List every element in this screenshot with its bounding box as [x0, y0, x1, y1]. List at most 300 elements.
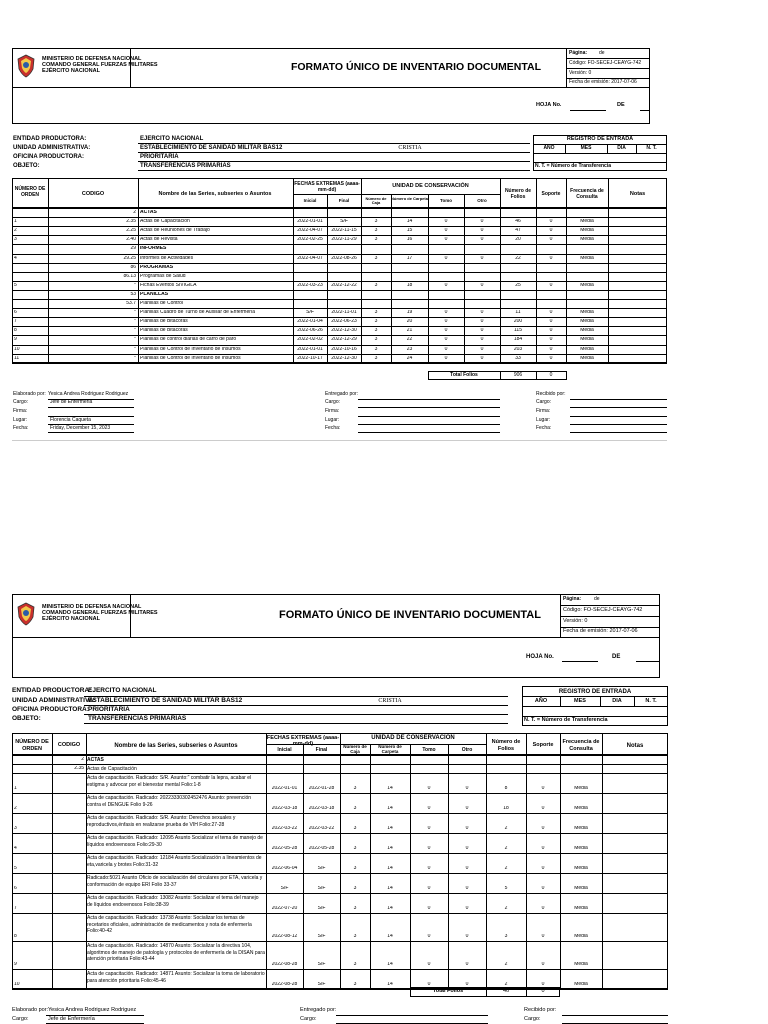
cell: 2022-08-28 — [271, 962, 298, 967]
cell: 18 — [406, 282, 413, 288]
cell: 0 — [427, 982, 431, 987]
cell: 0 — [549, 255, 553, 261]
cell: 0 — [444, 346, 448, 352]
cell: 2022-02-25 — [297, 237, 323, 243]
cell: 0 — [541, 906, 545, 911]
th-nombre: Nombre de las Series, subseries o Asuntos — [114, 743, 238, 749]
cell: S/F — [340, 219, 348, 225]
cell: 3 — [374, 219, 378, 225]
cell: 2.40 — [126, 237, 136, 243]
entidad-label: ENTIDAD PRODUCTORA: — [13, 136, 87, 142]
sig-entregado-firma: Firma: — [325, 408, 340, 414]
sig-elaborado-label: Elaborado por: — [12, 1007, 49, 1013]
sig-cargo-value: Jefe de Enfermeria — [50, 399, 93, 405]
cell: S/F — [317, 886, 326, 891]
cell: 14 — [387, 934, 393, 939]
cell: 3 — [353, 866, 357, 871]
cell: 3 — [374, 346, 378, 352]
cell: 0 — [444, 328, 448, 334]
cell: 0 — [549, 328, 553, 334]
cell: 184 — [513, 337, 523, 343]
th-final: Final — [315, 747, 328, 753]
cell: 2022-08-12 — [271, 934, 298, 939]
th-soporte: Soporte — [532, 742, 554, 748]
cell: 0 — [541, 866, 545, 871]
cell: 22 — [406, 337, 413, 343]
cell: 0 — [541, 826, 545, 831]
sig-recibido-cargo: Cargo: — [536, 399, 552, 405]
cell: 0 — [427, 962, 431, 967]
entidad-value: EJERCITO NACIONAL — [88, 687, 157, 694]
org-line-3: EJÉRCITO NACIONAL — [42, 616, 100, 622]
cell: 0 — [549, 237, 553, 243]
cell: Media — [574, 826, 588, 831]
cell: 3 — [353, 886, 357, 891]
sig-recibido-firma: Firma: — [536, 408, 551, 414]
pagina-label: Página: — [563, 596, 582, 602]
cell: Radicado:5021 Asunto Oficio de socialización del circulares por ETA, varicela y conformación de equipo ERI Folio 33-37 — [87, 875, 263, 888]
cell: 8 — [14, 934, 17, 939]
th-otro: Otro — [461, 747, 473, 753]
sig-recibido-label: Recibido por: — [536, 391, 566, 397]
cell: 2 — [14, 806, 17, 811]
cell: 0 — [480, 319, 484, 325]
cell: 0 — [465, 786, 469, 791]
cell: 3 — [353, 826, 357, 831]
total-folios-value: 906 — [513, 372, 523, 378]
sig-entregado-lugar: Lugar: — [325, 417, 340, 423]
pagina-label: Página: — [569, 50, 588, 56]
cell: 3 — [374, 237, 378, 243]
cell: 3 — [353, 962, 357, 967]
th-codigo: CODIGO — [57, 742, 81, 748]
cell: 2 — [81, 757, 84, 762]
cell: 2022-04-07 — [297, 255, 323, 261]
th-caja: Número de Caja — [343, 744, 367, 754]
cell: 2022-06-04 — [271, 866, 298, 871]
cell: 2022-11-15 — [331, 228, 357, 234]
sig-entregado-label: Entregado por: — [325, 391, 359, 397]
cell: Programas de Salud — [140, 273, 186, 279]
total-folios-label: Total Folios — [432, 988, 464, 994]
cell: Media — [580, 355, 594, 361]
sig-cargo-value: Jefe de Enfermería — [48, 1016, 95, 1022]
sig-recibido-fecha: Fecha: — [536, 425, 552, 431]
cell: 0 — [549, 310, 553, 316]
cell: 9 — [14, 337, 17, 343]
cell: 47 — [515, 228, 521, 234]
cell: 86 — [130, 264, 136, 270]
cell: 3 — [353, 806, 357, 811]
cell: 2022-12-30 — [331, 355, 357, 361]
cell: 6 — [14, 886, 17, 891]
cell: Fichas Eventos SIVIGILA — [140, 282, 197, 288]
cell: 0 — [444, 237, 448, 243]
registro-anio: AÑO — [543, 145, 555, 151]
org-line-2: COMANDO GENERAL FUERZAS MILITARES — [42, 610, 158, 616]
cell: 3 — [353, 786, 357, 791]
cell: 2022-08-28 — [271, 982, 298, 987]
cell: Media — [580, 310, 594, 316]
cell: 0 — [549, 228, 553, 234]
cell: Media — [580, 219, 594, 225]
cell: Media — [580, 282, 594, 288]
hoja-de: DE — [612, 654, 621, 660]
cell: 14 — [387, 886, 393, 891]
oficina-value: PRIORITARIA — [88, 706, 130, 713]
registro-nt: N. T. — [646, 145, 657, 151]
cell: 0 — [444, 355, 448, 361]
cell: 53 — [130, 291, 136, 297]
registro-dia: DIA — [617, 145, 626, 151]
cell: 1 — [14, 219, 17, 225]
registro-title: REGISTRO DE ENTRADA — [566, 136, 634, 142]
cell: Media — [574, 906, 588, 911]
cell: S/F — [317, 906, 326, 911]
th-frecuencia: Frecuencia de Consulta — [570, 188, 604, 200]
cell: 2022-05-28 — [271, 846, 298, 851]
cell: 19 — [406, 310, 413, 316]
cell: 24 — [406, 355, 413, 361]
org-line-1: MINISTERIO DE DEFENSA NACIONAL — [42, 604, 142, 610]
sig-recibido-label: Recibido por: — [524, 1007, 557, 1013]
cell: Media — [580, 337, 594, 343]
cell: 2 — [504, 846, 508, 851]
cell: 0 — [541, 806, 545, 811]
cell: 2022-06-26 — [297, 328, 323, 334]
cell: Planillas de Bitácoras — [140, 319, 188, 325]
cell: 2022-02-02 — [297, 337, 323, 343]
cell: Media — [574, 934, 588, 939]
cell: 0 — [549, 337, 553, 343]
cell: 9 — [14, 962, 17, 967]
total-folios-value-2: 0 — [541, 988, 545, 994]
cell: Actas de Reuniones de Trabajo — [140, 228, 210, 234]
cell: PROGRAMAS — [140, 264, 174, 270]
cell: 2 — [504, 906, 508, 911]
cell: Acta de capacitación. Radicado: 14871 Asunto: Socializar la toma de laboratorio para atención prioritaria Folio:45-46 — [87, 971, 265, 984]
entidad-value: EJERCITO NACIONAL — [140, 136, 204, 142]
cell: 3 — [374, 337, 378, 343]
hoja-label: HOJA No. — [526, 654, 554, 660]
registro-mes: MES — [574, 698, 586, 704]
cell: 0 — [541, 934, 545, 939]
cell: 2022-01-04 — [297, 319, 323, 325]
cell: 0 — [465, 982, 469, 987]
cell: 8 — [14, 328, 17, 334]
cell: 14 — [387, 866, 393, 871]
cell: 86.13 — [123, 273, 136, 279]
form-title: FORMATO ÚNICO DE INVENTARIO DOCUMENTAL — [290, 61, 542, 73]
cell: 8 — [504, 786, 508, 791]
sig-entregado-cargo: Cargo: — [300, 1016, 317, 1022]
cell: 0 — [480, 219, 484, 225]
cell: 0 — [480, 346, 484, 352]
cell: 3 — [374, 319, 378, 325]
fecha-emision: Fecha de emisión: 2017-07-06 — [569, 79, 637, 85]
cell: 3 — [14, 826, 17, 831]
cell: * — [134, 346, 136, 352]
cell: Acta de capacitación. Radicado: 14870 Asunto: Socializar la directiva 104, algoritmos de manejo de patología y protocolos de enfermería de la DISAN para atención prioritaria Folio:43-44 — [87, 943, 265, 962]
cell: 0 — [549, 355, 553, 361]
cell: 5 — [504, 886, 508, 891]
cell: 3 — [353, 982, 357, 987]
cell: 2022-03-22 — [271, 826, 298, 831]
cell: 0 — [427, 826, 431, 831]
army-crest-icon — [16, 602, 36, 626]
objeto-label: OBJETO: — [12, 715, 41, 722]
th-inicial: Inicial — [303, 198, 317, 203]
registro-nt: N. T. — [645, 698, 657, 704]
inventory-page-1 — [0, 0, 768, 470]
cell: 0 — [541, 846, 545, 851]
cell: 14 — [387, 786, 393, 791]
cell: * — [134, 310, 136, 316]
th-nombre: Nombre de las Series, subseries o Asuntos — [158, 191, 272, 197]
cell: 115 — [514, 328, 522, 334]
cell: Media — [574, 886, 588, 891]
cell: 0 — [465, 866, 469, 871]
cell: PLANILLAS — [140, 291, 169, 297]
sig-recibido-lugar: Lugar: — [536, 417, 551, 423]
th-carpeta: Número de Carpeta — [391, 196, 428, 201]
th-notas: Notas — [629, 191, 646, 197]
th-fechas: FECHAS EXTREMAS (aaaa-mm-dd) — [266, 735, 340, 748]
cell: 0 — [541, 886, 545, 891]
th-folios: Número de Folios — [504, 188, 532, 200]
cell: 0 — [480, 337, 484, 343]
th-otro: Otro — [477, 198, 487, 203]
cell: Actas de Revista — [140, 237, 178, 243]
cell: 14 — [387, 982, 393, 987]
cell: S/F — [317, 934, 326, 939]
cell: 3 — [353, 846, 357, 851]
cell: 1 — [14, 786, 17, 791]
cell: 14 — [387, 962, 393, 967]
cell: 3 — [504, 934, 508, 939]
nt-legend: N. T. = Número de Transferencia — [535, 163, 611, 169]
cell: 3 — [374, 255, 378, 261]
cell: * — [134, 337, 136, 343]
cell: 0 — [549, 282, 553, 288]
cell: 0 — [465, 806, 469, 811]
cell: 0 — [465, 826, 469, 831]
hoja-label: HOJA No. — [536, 102, 562, 108]
cell: Planillas de Control de Inventario de Insumos — [140, 346, 241, 352]
cell: 0 — [427, 934, 431, 939]
cell: Actas de Capacitación — [87, 766, 137, 772]
sig-fecha-value: Friday, December 15, 2023 — [50, 425, 111, 431]
codigo: Código: FO-SECEJ-CEAYG-742 — [569, 60, 642, 66]
cell: 2022-05-28 — [308, 846, 335, 851]
cell: Media — [580, 237, 594, 243]
th-codigo: CODIGO — [81, 191, 105, 197]
unidad-value: ESTABLECIMIENTO DE SANIDAD MILITAR BAS12 — [140, 145, 283, 151]
cell: 2 — [504, 826, 508, 831]
total-folios-value: 46 — [502, 988, 510, 994]
sig-entregado-fecha: Fecha: — [325, 425, 341, 431]
total-folios-value-2: 0 — [549, 372, 553, 378]
cell: * — [134, 328, 136, 334]
sig-lugar-value: Florencia Caqueta — [50, 417, 91, 423]
cell: 2.35 — [74, 766, 84, 771]
cell: Media — [580, 328, 594, 334]
objeto-label: OBJETO: — [13, 163, 40, 169]
th-soporte: Soporte — [541, 191, 561, 197]
sig-fecha-label: Fecha: — [13, 425, 29, 431]
cell: 203 — [513, 346, 523, 352]
sig-elaborado-value: Yesica Andrea Rodriguez Rodriguez — [48, 1007, 137, 1013]
cell: 2022-01-01 — [297, 219, 323, 225]
cell: 0 — [480, 228, 484, 234]
cell: 2.25 — [126, 228, 136, 234]
unidad-label: UNIDAD ADMINISTRATIVA: — [13, 145, 91, 151]
cell: 2022-10-16 — [331, 346, 357, 352]
cell: 4 — [14, 846, 17, 851]
cristia-stamp: CRISTIA — [378, 698, 402, 704]
cell: 0 — [465, 886, 469, 891]
cell: INFORMES — [140, 246, 167, 252]
sig-firma-label: Firma: — [13, 408, 28, 414]
nt-legend: N. T. = Número de Transferencia — [524, 717, 608, 723]
cell: 0 — [549, 319, 553, 325]
cell: * — [134, 282, 136, 288]
th-tomo: Tomo — [422, 747, 436, 753]
oficina-value: PRIORITARIA — [140, 154, 179, 160]
cell: 0 — [541, 982, 545, 987]
cell: 2022-04-07 — [297, 228, 323, 234]
version: Versión: 0 — [563, 618, 588, 624]
th-num-orden: NÚMERO DE ORDEN — [14, 186, 46, 198]
unidad-label: UNIDAD ADMINISTRATIVA: — [12, 697, 96, 704]
total-folios-label: Total Folios — [450, 372, 478, 378]
cell: Media — [574, 866, 588, 871]
cell: 14 — [387, 826, 393, 831]
cell: 0 — [465, 846, 469, 851]
th-unidad-cons: UNIDAD DE CONSERVACIÓN — [371, 735, 455, 741]
cristia-stamp: CRISTIA — [398, 145, 422, 151]
version: Versión: 0 — [569, 70, 592, 76]
cell: 2022-12-22 — [331, 282, 357, 288]
sig-cargo-label: Cargo: — [12, 1016, 29, 1022]
sig-entregado-cargo: Cargo: — [325, 399, 341, 405]
cell: Media — [574, 962, 588, 967]
cell: 0 — [480, 328, 484, 334]
cell: Planillas de Control de Inventario de Insumos — [140, 355, 241, 361]
cell: Planillas de Bitácoras — [140, 328, 188, 334]
cell: 0 — [427, 866, 431, 871]
cell: Acta de capacitación. Radicado: 12184 Asunto:Socialización a lineamientos de eta,varicela y brotes Folio:31-32 — [87, 855, 262, 868]
cell: 14 — [406, 219, 413, 225]
cell: 15 — [406, 228, 413, 234]
cell: 2022-03-23 — [297, 282, 323, 288]
cell: 2022-01-01 — [271, 786, 298, 791]
cell: 2022-10-17 — [297, 355, 323, 361]
th-final: Final — [338, 198, 350, 203]
cell: 0 — [444, 255, 448, 261]
cell: 0 — [444, 282, 448, 288]
cell: Acta de capacitación. Radicado: 13738 Asunto: Socializar los temas de recetarios oficiales, administración de medicamentos y nota de enfermería Folio:40-42 — [87, 915, 252, 934]
cell: 7 — [14, 906, 17, 911]
cell: 0 — [549, 219, 553, 225]
cell: 3 — [374, 282, 378, 288]
cell: 29.25 — [123, 255, 136, 261]
cell: 0 — [480, 355, 484, 361]
th-inicial: Inicial — [277, 747, 292, 753]
cell: Acta de capacitación. Radicado: 13082 Asunto: Socializar el tema del manejo de líquidos endovenosos Folio:38-39 — [87, 895, 259, 908]
cell: 14 — [387, 806, 393, 811]
cell: 11 — [14, 355, 20, 361]
entidad-label: ENTIDAD PRODUCTORA: — [12, 687, 92, 694]
sig-lugar-label: Lugar: — [13, 417, 28, 423]
cell: Actas de Capacitación — [140, 219, 190, 225]
cell: Planillas Cuadro de Turno de Auxiliar de Enfermería — [140, 310, 256, 316]
cell: Acta de capacitación. Radicado: S/R. Asunto:" combatir la lepra, acabar el estigma y advocar por el bienestar mental Folio:1-8 — [87, 775, 252, 788]
cell: 21 — [406, 328, 413, 334]
cell: 2022-12-29 — [331, 337, 357, 343]
cell: 10 — [14, 982, 20, 987]
cell: 23 — [406, 346, 413, 352]
cell: 0 — [427, 846, 431, 851]
hoja-de: DE — [617, 102, 625, 108]
cell: 2022-11-29 — [331, 237, 357, 243]
cell: 5 — [14, 866, 17, 871]
registro-anio: AÑO — [534, 698, 548, 704]
cell: 4 — [14, 255, 17, 261]
cell: 22 — [515, 255, 521, 261]
th-folios: Número de Folios — [491, 739, 521, 752]
cell: S/F — [317, 962, 326, 967]
cell: 2 — [504, 982, 508, 987]
objeto-value: TRANSFERENCIAS PRIMARIAS — [88, 715, 187, 722]
cell: 0 — [541, 786, 545, 791]
cell: 0 — [549, 346, 553, 352]
cell: S/F — [317, 866, 326, 871]
cell: 0 — [480, 282, 484, 288]
cell: 29 — [130, 246, 136, 252]
cell: Acta de capacitación. Radicado: 12095 Asunto Socializar el tema de manejo de líquidos endovenosos Folio:29-30 — [87, 835, 263, 848]
cell: 2022-03-18 — [271, 806, 298, 811]
cell: Informes de Actividades — [140, 255, 194, 261]
cell: 0 — [480, 310, 484, 316]
org-line-2: COMANDO GENERAL FUERZAS MILITARES — [42, 62, 158, 68]
cell: 2022-12-30 — [331, 328, 357, 334]
cell: 2022-03-22 — [308, 826, 335, 831]
cell: 3 — [353, 906, 357, 911]
cell: 53.7 — [126, 301, 136, 306]
sig-elaborado-value: Yesica Andrea Rodriguez Rodriguez — [48, 391, 129, 397]
th-tomo: Tomo — [440, 198, 452, 203]
cell: 33 — [515, 355, 521, 361]
cell: 0 — [427, 886, 431, 891]
inventory-page-2 — [0, 590, 768, 1024]
sig-entregado-label: Entregado por: — [300, 1007, 337, 1013]
cell: 3 — [374, 228, 378, 234]
cell: 14 — [387, 846, 393, 851]
cell: 0 — [444, 228, 448, 234]
cell: 0 — [480, 237, 484, 243]
form-title: FORMATO ÚNICO DE INVENTARIO DOCUMENTAL — [279, 609, 541, 621]
cell: Media — [580, 346, 594, 352]
cell: S/F — [317, 982, 326, 987]
cell: 3 — [374, 355, 378, 361]
cell: 3 — [374, 310, 378, 316]
cell: 0 — [427, 786, 431, 791]
cell: 0 — [427, 906, 431, 911]
cell: 2022-01-01 — [297, 346, 323, 352]
cell: 0 — [444, 219, 448, 225]
cell: 0 — [427, 806, 431, 811]
